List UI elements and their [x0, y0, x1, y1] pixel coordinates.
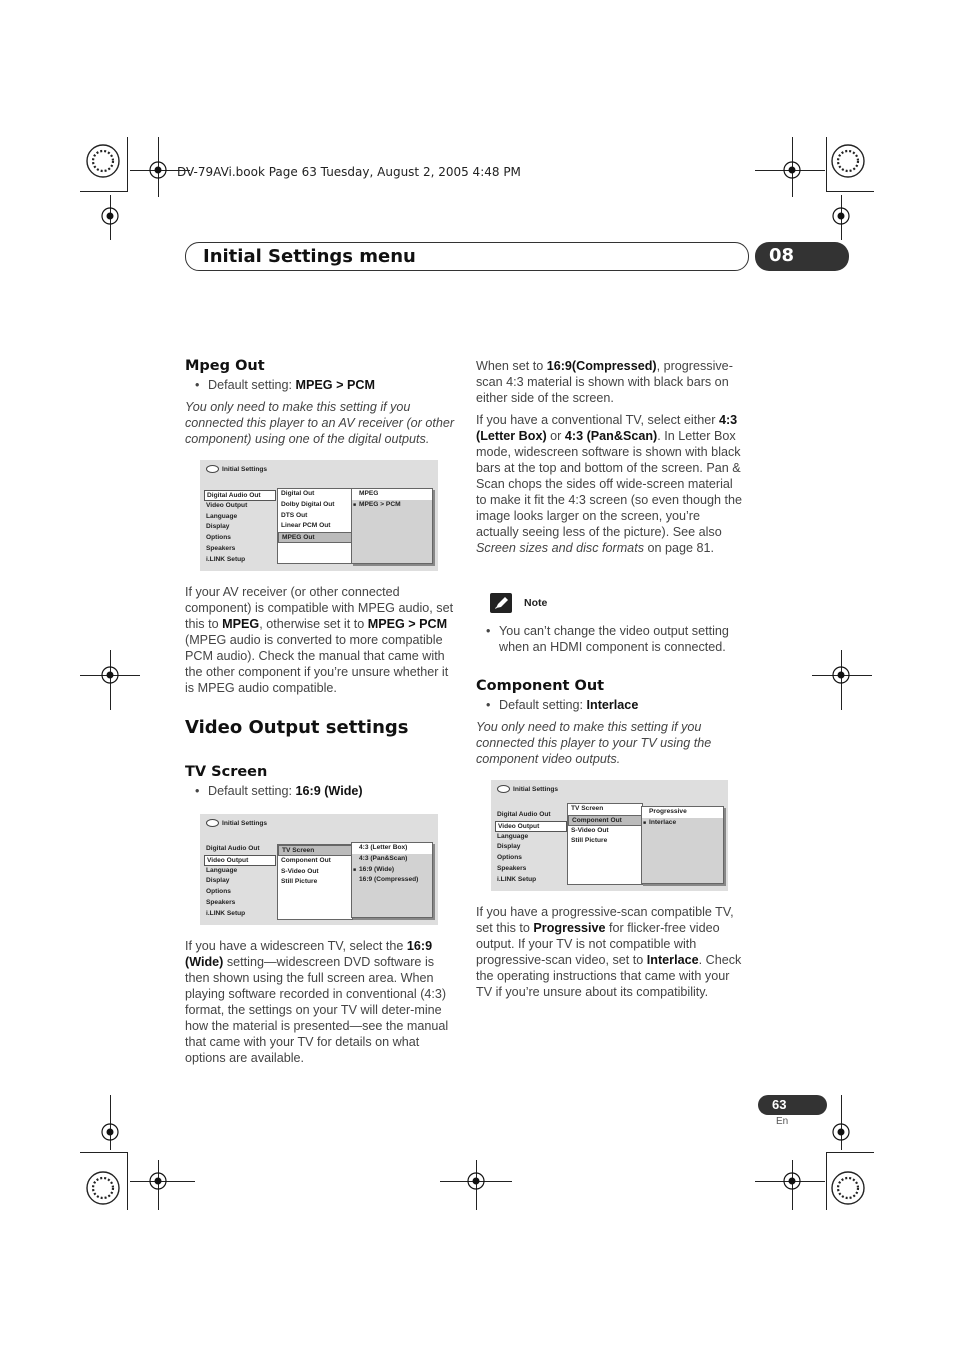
screen-right-panel: MPEG ■ MPEG > PCM — [351, 488, 433, 564]
screen-tv-screen: Initial Settings Digital Audio Out Video Output Language Display Options Speakers i.LINK Setup TV Screen Component Out S-Video Out Still Picture 4:3 (Letter Box) 4:3 (Pan&Scan) ■ 16:9 (Wide) 16:9 (Compressed) — [200, 814, 438, 925]
page-number-tab — [758, 1095, 827, 1115]
note-label: Note — [524, 597, 548, 609]
tv-default-setting: • Default setting: 16:9 (Wide) — [185, 783, 455, 799]
chapter-number-tab — [755, 242, 849, 271]
screen-middle-panel: TV Screen Component Out S-Video Out Still Picture — [567, 803, 643, 885]
compressed-paragraph: When set to 16:9(Compressed), progressive-scan 4:3 material is shown with black bars on either side of the screen. — [476, 359, 733, 405]
chapter-title-bar — [185, 242, 749, 271]
note-pencil-icon — [490, 593, 512, 613]
disc-icon — [206, 465, 219, 473]
mpeg-italic-note: You only need to make this setting if you connected this player to an AV receiver (or other component) using one of the digital outputs. — [185, 400, 455, 446]
file-header: DV-79AVi.book Page 63 Tuesday, August 2, 2005 4:48 PM — [177, 165, 521, 179]
component-out-heading: Component Out — [476, 678, 605, 694]
chapter-number: 08 — [769, 245, 795, 266]
tv-screen-section — [185, 763, 455, 805]
disc-icon — [497, 785, 510, 793]
screen-left-menu: Digital Audio Out Video Output Language Display Options Speakers i.LINK Setup — [204, 844, 276, 920]
left-column-mpeg — [185, 357, 455, 453]
component-default-setting: • Default setting: Interlace — [476, 697, 746, 713]
screen-mpeg-out: Initial Settings Digital Audio Out Video Output Language Display Options Speakers i.LINK Setup Digital Out Dolby Digital Out DTS Out Linear PCM Out MPEG Out MPEG ■ MPEG > PCM — [200, 460, 438, 571]
page-number: 63 — [772, 1097, 787, 1112]
mpeg-body: If your AV receiver (or other connected component) is compatible with MPEG audio, set this to MPEG, otherwise set it to MPEG > PCM (MPEG audio is converted to more compatible PCM audio). Check the manual that came with the other component if you’re unsure whether it is MPEG audio compatible. — [185, 585, 454, 695]
video-output-heading: Video Output settings — [185, 717, 409, 738]
conventional-tv-paragraph: If you have a conventional TV, select either 4:3 (Letter Box) or 4:3 (Pan&Scan). In Letter Box mode, widescreen software is shown with black bars at the top and bottom of the screen. Pan & Scan chops the sides off wide-screen material to make it fit the 4:3 screen (so even though the image looks larger on the screen, you’re actually seeing less of the picture). See also Screen sizes and disc formats on page 81. — [476, 413, 743, 555]
mpeg-out-heading: Mpeg Out — [185, 358, 265, 374]
screen-middle-panel: TV Screen Component Out S-Video Out Still Picture — [277, 844, 353, 920]
note-body: • You can’t change the video output setting when an HDMI component is connected. — [476, 623, 746, 661]
language-code: En — [776, 1116, 789, 1127]
mpeg-default-setting: • Default setting: MPEG > PCM — [185, 377, 455, 393]
chapter-title: Initial Settings menu — [203, 246, 416, 267]
component-body: If you have a progressive-scan compatible TV, set this to Progressive for flicker-free video output. If your TV is not compatible with progressive-scan video, set to Interlace. Check the operating instructions that came with your TV if you’re unsure about its compatibility. — [476, 905, 742, 999]
tv-screen-body: If you have a widescreen TV, select the 16:9 (Wide) setting—widescreen DVD software is then shown using the full screen area. When playing software recorded in conventional (4:3) format, the settings on your TV will deter-mine how the material is presented—see the manual that came with your TV for details on what options are available. — [185, 939, 449, 1065]
screen-left-menu: Digital Audio Out Video Output Language Display Options Speakers i.LINK Setup — [495, 810, 567, 886]
screen-component-out: Initial Settings Digital Audio Out Video Output Language Display Options Speakers i.LINK Setup TV Screen Component Out S-Video Out Still Picture Progressive ■ Interlace — [491, 780, 728, 891]
disc-icon — [206, 819, 219, 827]
screen-left-menu: Digital Audio Out Video Output Language Display Options Speakers i.LINK Setup — [204, 490, 276, 566]
right-column-top — [476, 358, 746, 562]
screen-right-panel: 4:3 (Letter Box) 4:3 (Pan&Scan) ■ 16:9 (Wide) 16:9 (Compressed) — [351, 842, 433, 918]
video-output-section — [185, 716, 455, 740]
component-out-section — [476, 677, 746, 773]
tv-screen-heading: TV Screen — [185, 764, 268, 780]
component-italic-note: You only need to make this setting if you connected this player to your TV using the component video outputs. — [476, 720, 712, 766]
screen-right-panel: Progressive ■ Interlace — [641, 806, 724, 884]
pencil-icon — [490, 593, 512, 613]
screen-middle-panel: Digital Out Dolby Digital Out DTS Out Linear PCM Out MPEG Out — [277, 488, 353, 564]
